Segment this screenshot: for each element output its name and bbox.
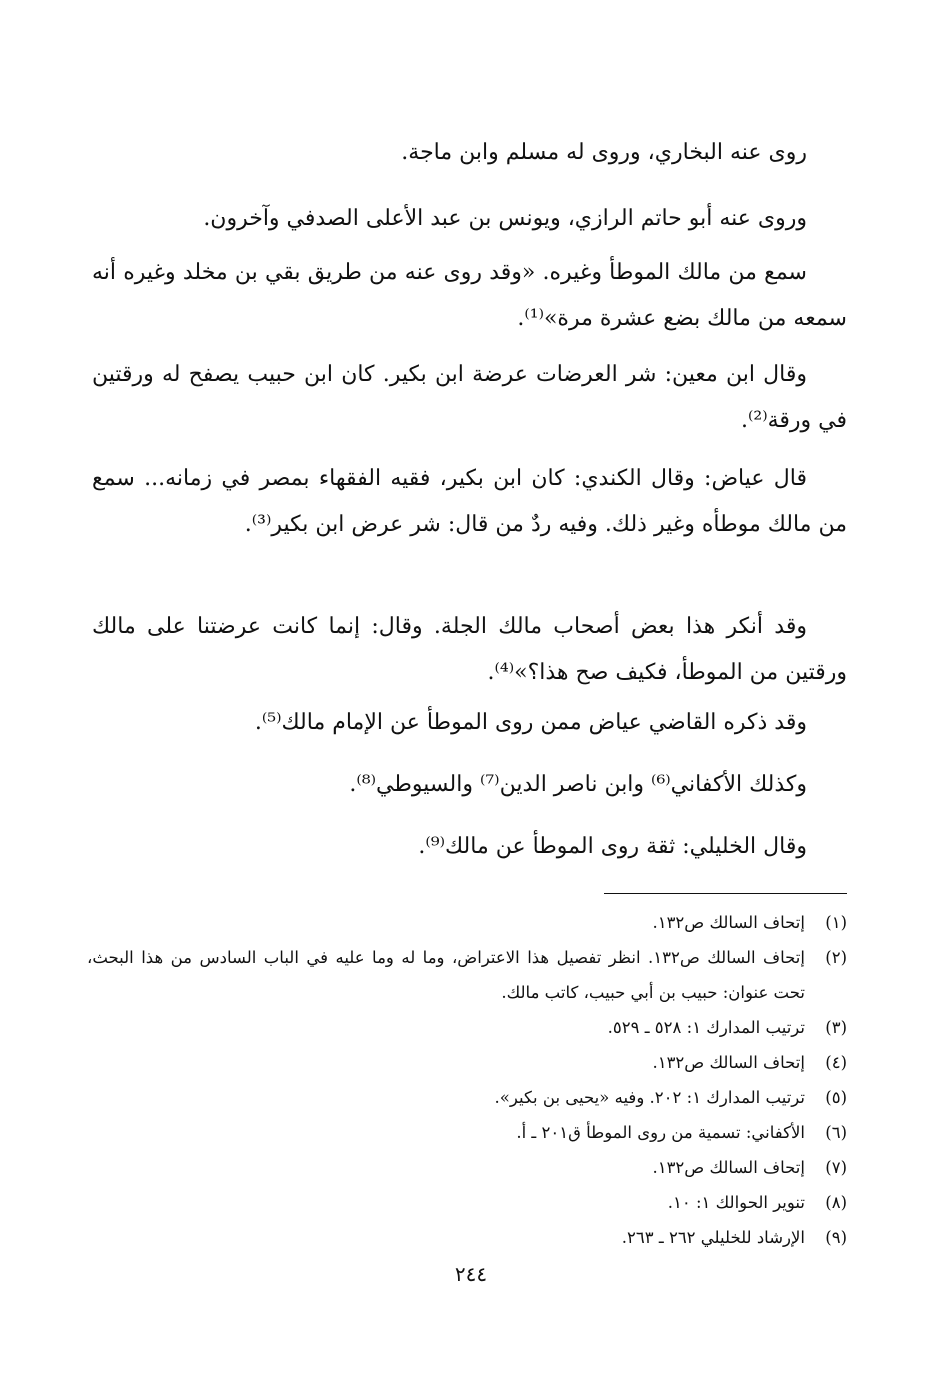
footnote (87, 940, 847, 1010)
paragraph-4: وقال ابن معين: شر العرضات عرضة ابن بكير. كان ابن حبيب يصفح له ورقتين في ورقة⁽²⁾. (92, 362, 847, 433)
footnote-number: (٣) (825, 1018, 847, 1037)
footnote-separator (604, 893, 847, 894)
footnote-text: ترتيب المدارك ١: ٢٠٢. وفيه «يحيى بن بكير». (494, 1088, 805, 1107)
footnote-number: (٤) (825, 1053, 847, 1072)
paragraph-1: روى عنه البخاري، وروى له مسلم وابن ماجة. (401, 140, 807, 165)
footnote (87, 1010, 847, 1045)
paragraph-7: وقد ذكره القاضي عياض ممن روى الموطأ عن الإمام مالك⁽⁵⁾. (254, 710, 807, 735)
footnote-number: (٧) (825, 1158, 847, 1177)
paragraph-5: قال عياض: وقال الكندي: كان ابن بكير، فقيه الفقهاء بمصر في زمانه... سمع من مالك موطأه وغير ذلك. وفيه ردٌ من قال: شر عرض ابن بكير⁽³⁾. (92, 466, 847, 537)
paragraph-3: سمع من مالك الموطأ وغيره. «وقد روى عنه من طريق بقي بن مخلد وغيره أنه سمعه من مالك بضع عشرة مرة»⁽¹⁾. (92, 260, 847, 331)
footnote (87, 1150, 847, 1185)
footnote-number: (١) (825, 913, 847, 932)
footnote-number: (٦) (825, 1123, 847, 1142)
footnote (87, 905, 847, 940)
paragraph-2: وروى عنه أبو حاتم الرازي، ويونس بن عبد الأعلى الصدفي وآخرون. (203, 206, 807, 231)
footnote (87, 1115, 847, 1150)
paragraph-9: وقال الخليلي: ثقة روى الموطأ عن مالك⁽⁹⁾. (418, 834, 807, 859)
footnote-text: الإرشاد للخليلي ٢٦٢ ـ ٢٦٣. (621, 1228, 805, 1247)
footnote (87, 1220, 847, 1255)
footnote-text: إتحاف السالك ص١٣٢. (652, 1158, 805, 1177)
footnote-number: (٨) (825, 1193, 847, 1212)
footnote-text: إتحاف السالك ص١٣٢. انظر تفصيل هذا الاعتراض، وما له وما عليه في الباب السادس من هذا البحث، تحت عنوان: حبيب بن أبي حبيب، كاتب مالك. (87, 948, 805, 1002)
page-number: ٢٤٤ (454, 1262, 488, 1286)
footnote (87, 1185, 847, 1220)
footnote (87, 1045, 847, 1080)
footnotes (87, 905, 847, 1255)
footnote (87, 1080, 847, 1115)
footnote-text: ترتيب المدارك ١: ٥٢٨ ـ ٥٢٩. (607, 1018, 805, 1037)
footnote-text: إتحاف السالك ص١٣٢. (652, 913, 805, 932)
paragraph-6: وقد أنكر هذا بعض أصحاب مالك الجلة. وقال: إنما كانت عرضتنا على مالك ورقتين من الموطأ، فكيف صح هذا؟»⁽⁴⁾. (92, 614, 847, 685)
footnote-text: الأكفاني: تسمية من روى الموطأ ق٢٠١ ـ أ. (516, 1123, 805, 1142)
footnote-number: (٥) (825, 1088, 847, 1107)
footnote-text: إتحاف السالك ص١٣٢. (652, 1053, 805, 1072)
paragraph-8: وكذلك الأكفاني⁽⁶⁾ وابن ناصر الدين⁽⁷⁾ والسيوطي⁽⁸⁾. (349, 772, 807, 797)
footnote-number: (٩) (825, 1228, 847, 1247)
footnote-number: (٢) (825, 948, 847, 967)
footnote-text: تنوير الحوالك ١: ١٠. (667, 1193, 805, 1212)
